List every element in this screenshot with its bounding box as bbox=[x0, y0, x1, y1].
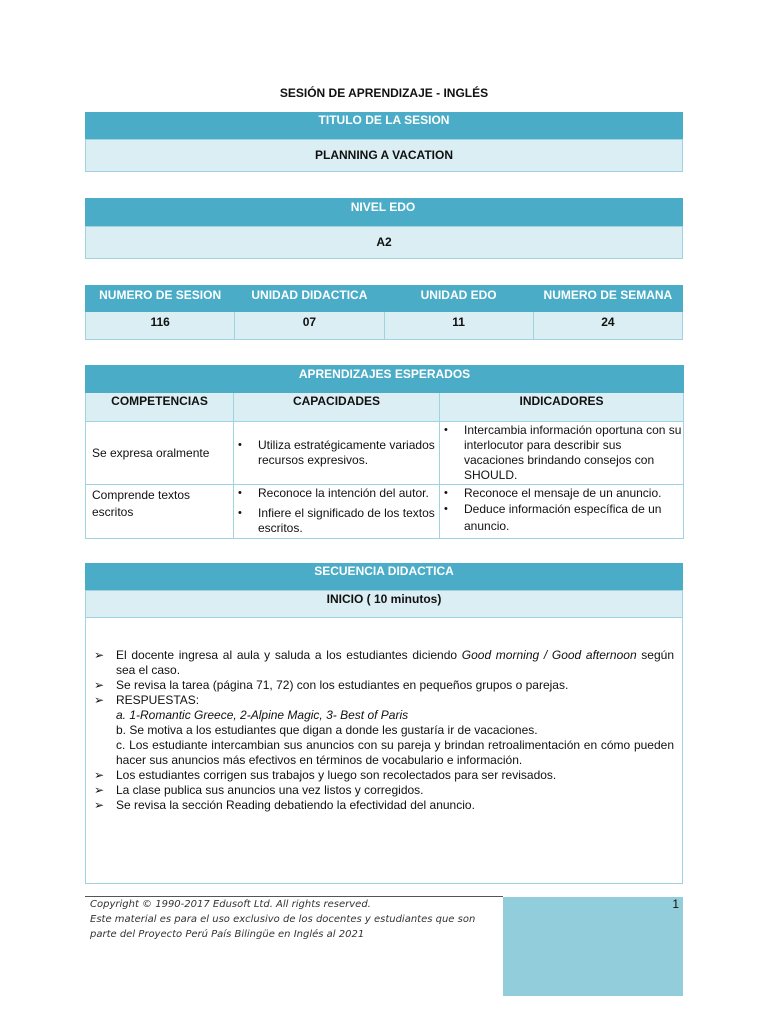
arrow-bullet-icon: ➢ bbox=[94, 678, 105, 692]
sequence-phase: INICIO ( 10 minutos) bbox=[85, 590, 683, 618]
expected-learnings-header: APRENDIZAJES ESPERADOS bbox=[86, 366, 684, 393]
meta-value: 24 bbox=[533, 312, 682, 340]
level-header: NIVEL EDO bbox=[85, 198, 683, 226]
meta-value: 07 bbox=[235, 312, 384, 340]
list-item: ➢ Se revisa la tarea (página 71, 72) con los estudiantes en pequeños grupos o parejas. bbox=[94, 678, 569, 692]
capacidades-header: CAPACIDADES bbox=[234, 393, 440, 422]
list-item: ➢ El docente ingresa al aula y saluda a los estudiantes diciendo Good morning / Good afternoon según sea el caso. bbox=[94, 648, 675, 677]
footer-note: Este material es para el uso exclusivo de los docentes y estudiantes que son parte del Proyecto Perú País Bilingüe en Inglés al 2021 bbox=[90, 914, 476, 940]
session-title-value: PLANNING A VACATION bbox=[85, 139, 683, 172]
copyright-text: Copyright © 1990-2017 Edusoft Ltd. All rights reserved. bbox=[90, 899, 371, 910]
arrow-bullet-icon: ➢ bbox=[94, 693, 105, 707]
arrow-bullet-icon: ➢ bbox=[94, 783, 105, 797]
table-row bbox=[86, 422, 684, 485]
sequence-header: SECUENCIA DIDACTICA bbox=[85, 563, 683, 590]
session-meta-table bbox=[85, 285, 683, 340]
answer-a: a. 1-Romantic Greece, 2-Alpine Magic, 3- Best of Paris bbox=[116, 708, 409, 722]
capacidades-cell bbox=[234, 485, 440, 539]
document-title: SESIÓN DE APRENDIZAJE - INGLÉS bbox=[279, 86, 489, 100]
indicadores-cell bbox=[440, 485, 684, 539]
list-item: ➢ Los estudiantes corrigen sus trabajos y luego son recolectados para ser revisados. bbox=[94, 768, 557, 782]
list-item: ➢ RESPUESTAS: bbox=[94, 693, 200, 707]
page-number: 1 bbox=[672, 897, 679, 911]
expected-learnings-table bbox=[85, 365, 684, 539]
meta-header: UNIDAD EDO bbox=[384, 286, 533, 312]
list-item: • Deduce información específica de un anuncio. bbox=[464, 501, 683, 535]
arrow-bullet-icon: ➢ bbox=[94, 648, 105, 662]
answer-b: b. Se motiva a los estudiantes que digan a donde les gustaría ir de vacaciones. bbox=[116, 723, 538, 737]
page-number-box bbox=[503, 897, 683, 996]
answer-c: c. Los estudiante intercambian sus anuncios con su pareja y brindan retroalimentación en cómo pueden hacer sus anuncios más efectivos en términos de vocabulario e información. bbox=[116, 738, 674, 767]
list-item: ➢ Se revisa la sección Reading debatiendo la efectividad del anuncio. bbox=[94, 798, 475, 812]
arrow-bullet-icon: ➢ bbox=[94, 768, 105, 782]
capacidades-cell bbox=[234, 422, 440, 485]
list-item: ➢ La clase publica sus anuncios una vez listos y corregidos. bbox=[94, 783, 424, 797]
competencia-cell: Se expresa oralmente bbox=[86, 422, 234, 485]
indicadores-cell bbox=[440, 422, 684, 485]
competencias-header: COMPETENCIAS bbox=[86, 393, 234, 422]
level-value: A2 bbox=[85, 226, 683, 259]
indicadores-header: INDICADORES bbox=[440, 393, 684, 422]
footer-text bbox=[90, 897, 500, 942]
session-title-header: TITULO DE LA SESION bbox=[85, 112, 683, 139]
list-item: • Reconoce la intención del autor. bbox=[258, 486, 439, 501]
list-item: • Utiliza estratégicamente variados recursos expresivos. bbox=[258, 438, 439, 468]
meta-header: UNIDAD DIDACTICA bbox=[235, 286, 384, 312]
arrow-bullet-icon: ➢ bbox=[94, 798, 105, 812]
meta-header: NUMERO DE SESION bbox=[86, 286, 235, 312]
list-item: • Infiere el significado de los textos escritos. bbox=[258, 506, 439, 536]
meta-value: 11 bbox=[384, 312, 533, 340]
list-item: • Reconoce el mensaje de un anuncio. bbox=[464, 486, 683, 501]
list-item: • Intercambia información oportuna con su interlocutor para describir sus vacaciones brindando consejos con SHOULD. bbox=[464, 423, 683, 483]
meta-header: NUMERO DE SEMANA bbox=[533, 286, 682, 312]
table-row bbox=[86, 485, 684, 539]
competencia-cell: Comprende textos escritos bbox=[86, 485, 234, 539]
sequence-body bbox=[85, 618, 683, 884]
meta-value: 116 bbox=[86, 312, 235, 340]
